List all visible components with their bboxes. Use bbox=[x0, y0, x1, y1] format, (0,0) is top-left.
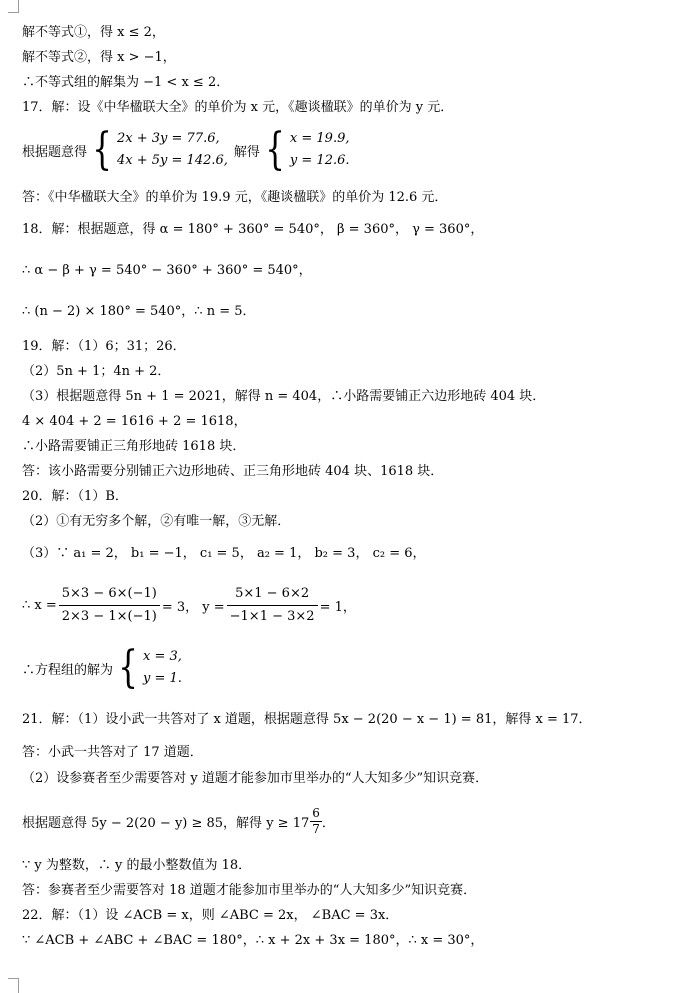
text-line: 19．解：（1）6；31；26． bbox=[22, 339, 186, 354]
brace-icon: { bbox=[265, 124, 285, 175]
fraction bbox=[310, 806, 322, 837]
solution-stack bbox=[290, 128, 350, 172]
text-line: 答：小武一共答对了 17 道题． bbox=[22, 745, 203, 760]
fraction-line-20 bbox=[22, 584, 356, 627]
text-line: ∴小路需要铺正三角形地砖 1618 块． bbox=[22, 439, 246, 454]
text-line: ∵ y 为整数，∴ y 的最小整数值为 18． bbox=[22, 858, 252, 873]
solution-line: y = 12.6. bbox=[289, 153, 350, 168]
solution-line: x = 3, bbox=[143, 649, 182, 664]
text-line: （3）根据题意得 5n + 1 = 2021，解得 n = 404，∴小路需要铺正六边形地砖 404 块． bbox=[22, 389, 546, 404]
text-line: （2）5n + 1；4n + 2． bbox=[22, 364, 171, 379]
text-prefix: 根据题意得 5y − 2(20 − y) ≥ 85，解得 y ≥ 17 bbox=[22, 816, 310, 831]
text-line: （3）∵ a₁ = 2， b₁ = −1， c₁ = 5， a₂ = 1， b₂ = 3， c₂ = 6， bbox=[22, 546, 426, 561]
text-line: （2）①有无穷多个解，②有唯一解，③无解． bbox=[22, 514, 291, 529]
text-line: 4 × 404 + 2 = 1616 + 2 = 1618， bbox=[22, 414, 247, 429]
equation-line: 4x + 5y = 142.6, bbox=[117, 153, 228, 168]
text-line: 21．解：（1）设小武一共答对了 x 道题，根据题意得 5x − 2(20 − x − 1) = 81，解得 x = 17． bbox=[22, 712, 592, 727]
text-line: 20．解：（1）B． bbox=[22, 489, 128, 504]
text-prefix: ∴ x = bbox=[22, 598, 57, 613]
solution-system-20 bbox=[22, 642, 182, 693]
fraction bbox=[227, 584, 318, 627]
brace-icon: { bbox=[118, 642, 138, 693]
fraction-denominator: −1×1 − 3×2 bbox=[229, 609, 315, 624]
text-line: ∴ α − β + γ = 540° − 360° + 360° = 540°， bbox=[22, 263, 312, 278]
solution-line: y = 1. bbox=[143, 671, 182, 686]
solution-line: x = 19.9, bbox=[289, 131, 350, 146]
text-line: 解不等式②，得 x > −1， bbox=[22, 50, 176, 65]
text-line: 解不等式①，得 x ≤ 2， bbox=[22, 25, 165, 40]
fraction bbox=[59, 584, 160, 627]
fraction-numerator: 6 bbox=[312, 806, 320, 820]
text-line: 答：《中华楹联大全》的单价为 19.9 元，《趣谈楹联》的单价为 12.6 元． bbox=[22, 190, 448, 205]
fraction-denominator: 7 bbox=[312, 822, 320, 836]
text-line: 答：参赛者至少需要答对 18 道题才能参加市里举办的“人大知多少”知识竞赛． bbox=[22, 883, 477, 898]
text-prefix: 根据题意得 bbox=[22, 144, 88, 160]
text-line: 18．解：根据题意，得 α = 180° + 360° = 540°， β = 360°， γ = 360°， bbox=[22, 222, 484, 237]
text-line: ∴不等式组的解集为 −1 < x ≤ 2． bbox=[22, 75, 230, 90]
text-line: 17．解：设《中华楹联大全》的单价为 x 元，《趣谈楹联》的单价为 y 元． bbox=[22, 100, 454, 115]
text-suffix: = 1， bbox=[319, 600, 356, 615]
fraction-numerator: 5×3 − 6×(−1) bbox=[59, 584, 160, 606]
text-line: （2）设参赛者至少需要答对 y 道题才能参加市里举办的“人大知多少”知识竞赛． bbox=[22, 771, 489, 786]
page-corner-mark-bottom bbox=[8, 978, 19, 993]
text-mid: 解得 bbox=[233, 144, 260, 160]
equation-stack bbox=[117, 128, 228, 172]
fraction-denominator: 2×3 − 1×(−1) bbox=[61, 609, 157, 624]
brace-icon: { bbox=[92, 124, 112, 175]
equation-system-17 bbox=[22, 124, 350, 175]
text-prefix: ∴方程组的解为 bbox=[22, 662, 114, 678]
text-mid: = 3， y = bbox=[161, 600, 225, 615]
page-corner-mark-top bbox=[8, 0, 19, 13]
inequality-line-21 bbox=[22, 806, 335, 837]
text-line: 22．解：（1）设 ∠ACB = x，则 ∠ABC = 2x， ∠BAC = 3x． bbox=[22, 908, 399, 923]
solution-stack bbox=[143, 646, 182, 690]
text-line: 答：该小路需要分别铺正六边形地砖、正三角形地砖 404 块、1618 块． bbox=[22, 464, 444, 479]
text-suffix: ． bbox=[321, 816, 335, 831]
fraction-numerator: 5×1 − 6×2 bbox=[227, 584, 318, 606]
equation-line: 2x + 3y = 77.6, bbox=[117, 131, 220, 146]
text-line: ∵ ∠ACB + ∠ABC + ∠BAC = 180°，∴ x + 2x + 3x = 180°，∴ x = 30°， bbox=[22, 933, 484, 948]
text-line: ∴ (n − 2) × 180° = 540°，∴ n = 5． bbox=[22, 304, 256, 319]
